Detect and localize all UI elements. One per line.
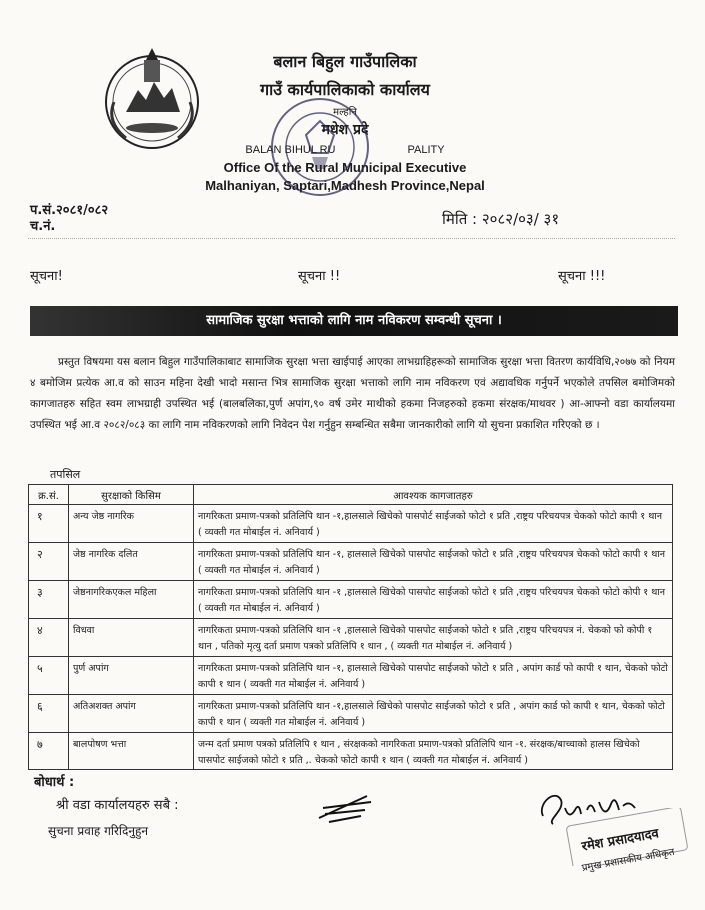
tapasil-label: तपसिल [50,468,81,481]
row-sn: ७ [29,733,69,770]
row-docs: नागरिकता प्रमाण-पत्रको प्रतिलिपि थान -१ ,हालसाले खिचेको पासपोट साईजको फोटो १ प्रति ,राष्ट्रय परिचयपत्र नं. चेकको फो कोपी १ थान , पतिको मृत्यु दर्ता प्रमाण पत्रको प्रतिलिपि १ थान , ( व्यक्ती गत मोबाईल नं. अनिवार्य ) [194,619,673,657]
row-type: जेष्ठनागरिकएकल महिला [69,581,194,619]
notice-date: मिति : २०८२/०३/ ३१ [442,210,560,228]
row-sn: ४ [29,619,69,657]
row-type: विधवा [69,619,194,657]
cc-instruction: सुचना प्रवाह गरिदिनुहुन [48,824,149,838]
row-sn: ३ [29,581,69,619]
signatory-title: प्रमुख प्रशासकीय अधिकृत [581,846,676,875]
cc-recipient: श्री वडा कार्यालयहरु सबै : [56,798,179,813]
row-docs: नागरिकता प्रमाण-पत्रको प्रतिलिपि थान -१,हालसाले खिचेको पासपोर्ट साईजको फोटो १ प्रति ,राष्ट्रय परिचयपत्र चेकको फोटो कापी १ थान ( व्यक्ती गत मोबाईल नं. अनिवार्य ) [194,505,673,543]
row-docs: नागरिकता प्रमाण-पत्रको प्रतिलिपि थान -१, हालसाले खिचेको पासपोट साईजको फोटो १ प्रति ,राष्ट्रय परिचयपत्र चेकको फोटो कापी १ थान ( व्यक्ती गत मोबाईल नं. अनिवार्य ) [194,543,673,581]
dispatch-number: च.नं. [30,219,56,234]
divider [28,238,675,239]
row-docs: नागरिकता प्रमाण-पत्रको प्रतिलिपि थान -१ ,हालसाले खिचेको पासपोट साईजको फोटो १ प्रति ,राष्ट्रय परिचयपत्र चेकको फोटो कोपी १ थान ( व्यक्ती गत मोबाईल नं. अनिवार्य ) [194,581,673,619]
municipality-name-en: BALAN BIHUL RU PALITY [245,144,445,156]
notice-label-1: सूचना! [30,269,63,284]
row-docs: नागरिकता प्रमाण-पत्रको प्रतिलिपि थान -१,हालसाले खिचेको पासपोट साईजको फोटो १ प्रति , अपांग कार्ड फो कापी १ थान, चेकको फोटो कापी १ थान ( व्यक्ती गत मोबाईल नं. अनिवार्य ) [194,695,673,733]
address-en: Malhaniyan, Saptari,Madhesh Province,Nepal [205,178,485,193]
row-sn: ६ [29,695,69,733]
office-name-np: गाउँ कार्यपालिकाको कार्यालय [260,80,430,99]
table-row [29,543,673,581]
documents-table [28,484,673,770]
table-row [29,619,673,657]
table-row [29,695,673,733]
notice-label-3: सूचना !!! [558,269,606,284]
body-paragraph: प्रस्तुत विषयमा यस बलान बिहुल गाउँपालिकाबाट सामाजिक सुरक्षा भत्ता खाईपाई आएका लाभग्राहिहरूको सामाजिक सुरक्षा भत्ता वितरण कार्यविधि,२०७७ को नियम ४ बमोजिम प्रत्येक आ.व को साउन महिना देखी भादो मसान्त भित्र सामाजिक सुरक्षा भत्ताको लागि नाम नविकरण एवं अद्यावधिक गर्नुपर्ने भएकोले तपसिल बमोजिमको कागजातहरु सहित स्वम लाभग्राही उपस्थित भई (बालबलिका,पुर्ण अपांग,९० वर्ष उमेर माथीको हकमा निजहरुको हकमा संरक्षक/माथवर ) आ-आफ्नो वडा कार्यालयमा उपस्थित भई आ.व २०८२/०८३ का लागि नाम नविकरणको लागि निवेदन पेश गर्नुहुन सम्बन्धित सबैमा जानकारीको लागि यो सुचना प्रकाशित गरिएको छ । [30,356,675,431]
col-header-docs: आवश्यक कागजातहरु [194,485,673,505]
location-np: मल्हनि [333,107,357,118]
cc-heading: बोधार्थ : [34,775,75,790]
row-docs: जन्म दर्ता प्रमाण पत्रको प्रतिलिपि १ थान , संरक्षकको नागरिकता प्रमाण-पत्रको प्रतिलिपि थान -१. संरक्षक/बाच्चाको हालस खिचेको पासपोट साईजको फोटो १ प्रति ,. चेकको फोटो कापी १ थान ( व्यक्ती गत मोबाईल नं. अनिवार्य ) [194,733,673,770]
row-type: पुर्ण अपांग [69,657,194,695]
municipality-name-np: बलान बिहुल गाउँपालिका [273,52,417,71]
row-sn: २ [29,543,69,581]
initial-mark-icon [315,788,375,828]
col-header-type: सुरक्षाको किसिम [69,485,194,505]
row-sn: १ [29,505,69,543]
row-type: बालपोषण भत्ता [69,733,194,770]
table-row [29,733,673,770]
table-row [29,581,673,619]
subject-title: सामाजिक सुरक्षा भत्ताको लागि नाम नविकरण सम्वन्धी सूचना । [206,313,502,328]
nepal-emblem-icon [96,42,208,154]
office-stamp-icon [268,95,373,200]
row-sn: ५ [29,657,69,695]
table-row [29,505,673,543]
office-name-en: Office Of the Rural Municipal Executive [223,160,467,175]
province-np: मधेश प्रदे [321,122,369,138]
table-header-row [29,485,673,505]
reference-number: प.सं.२०८१/०८२ [30,203,109,218]
row-type: जेष्ठ नागरिक दलित [69,543,194,581]
notice-label-2: सूचना !! [298,269,341,284]
signatory-name: रमेश प्रसादयादव [580,826,660,855]
row-type: अन्य जेष्ठ नागरिक [69,505,194,543]
row-type: अतिअशक्त अपांग [69,695,194,733]
col-header-sn: क्र.सं. [29,485,69,505]
table-row [29,657,673,695]
row-docs: नागरिकता प्रमाण-पत्रको प्रतिलिपि थान -१, हालसाले खिचेको पासपोट साईजको फोटो १ प्रति , अपांग कार्ड फो कापी १ थान, चेकको फोटो कापी १ थान ( व्यक्ती गत मोबाईल नं. अनिवार्य ) [194,657,673,695]
